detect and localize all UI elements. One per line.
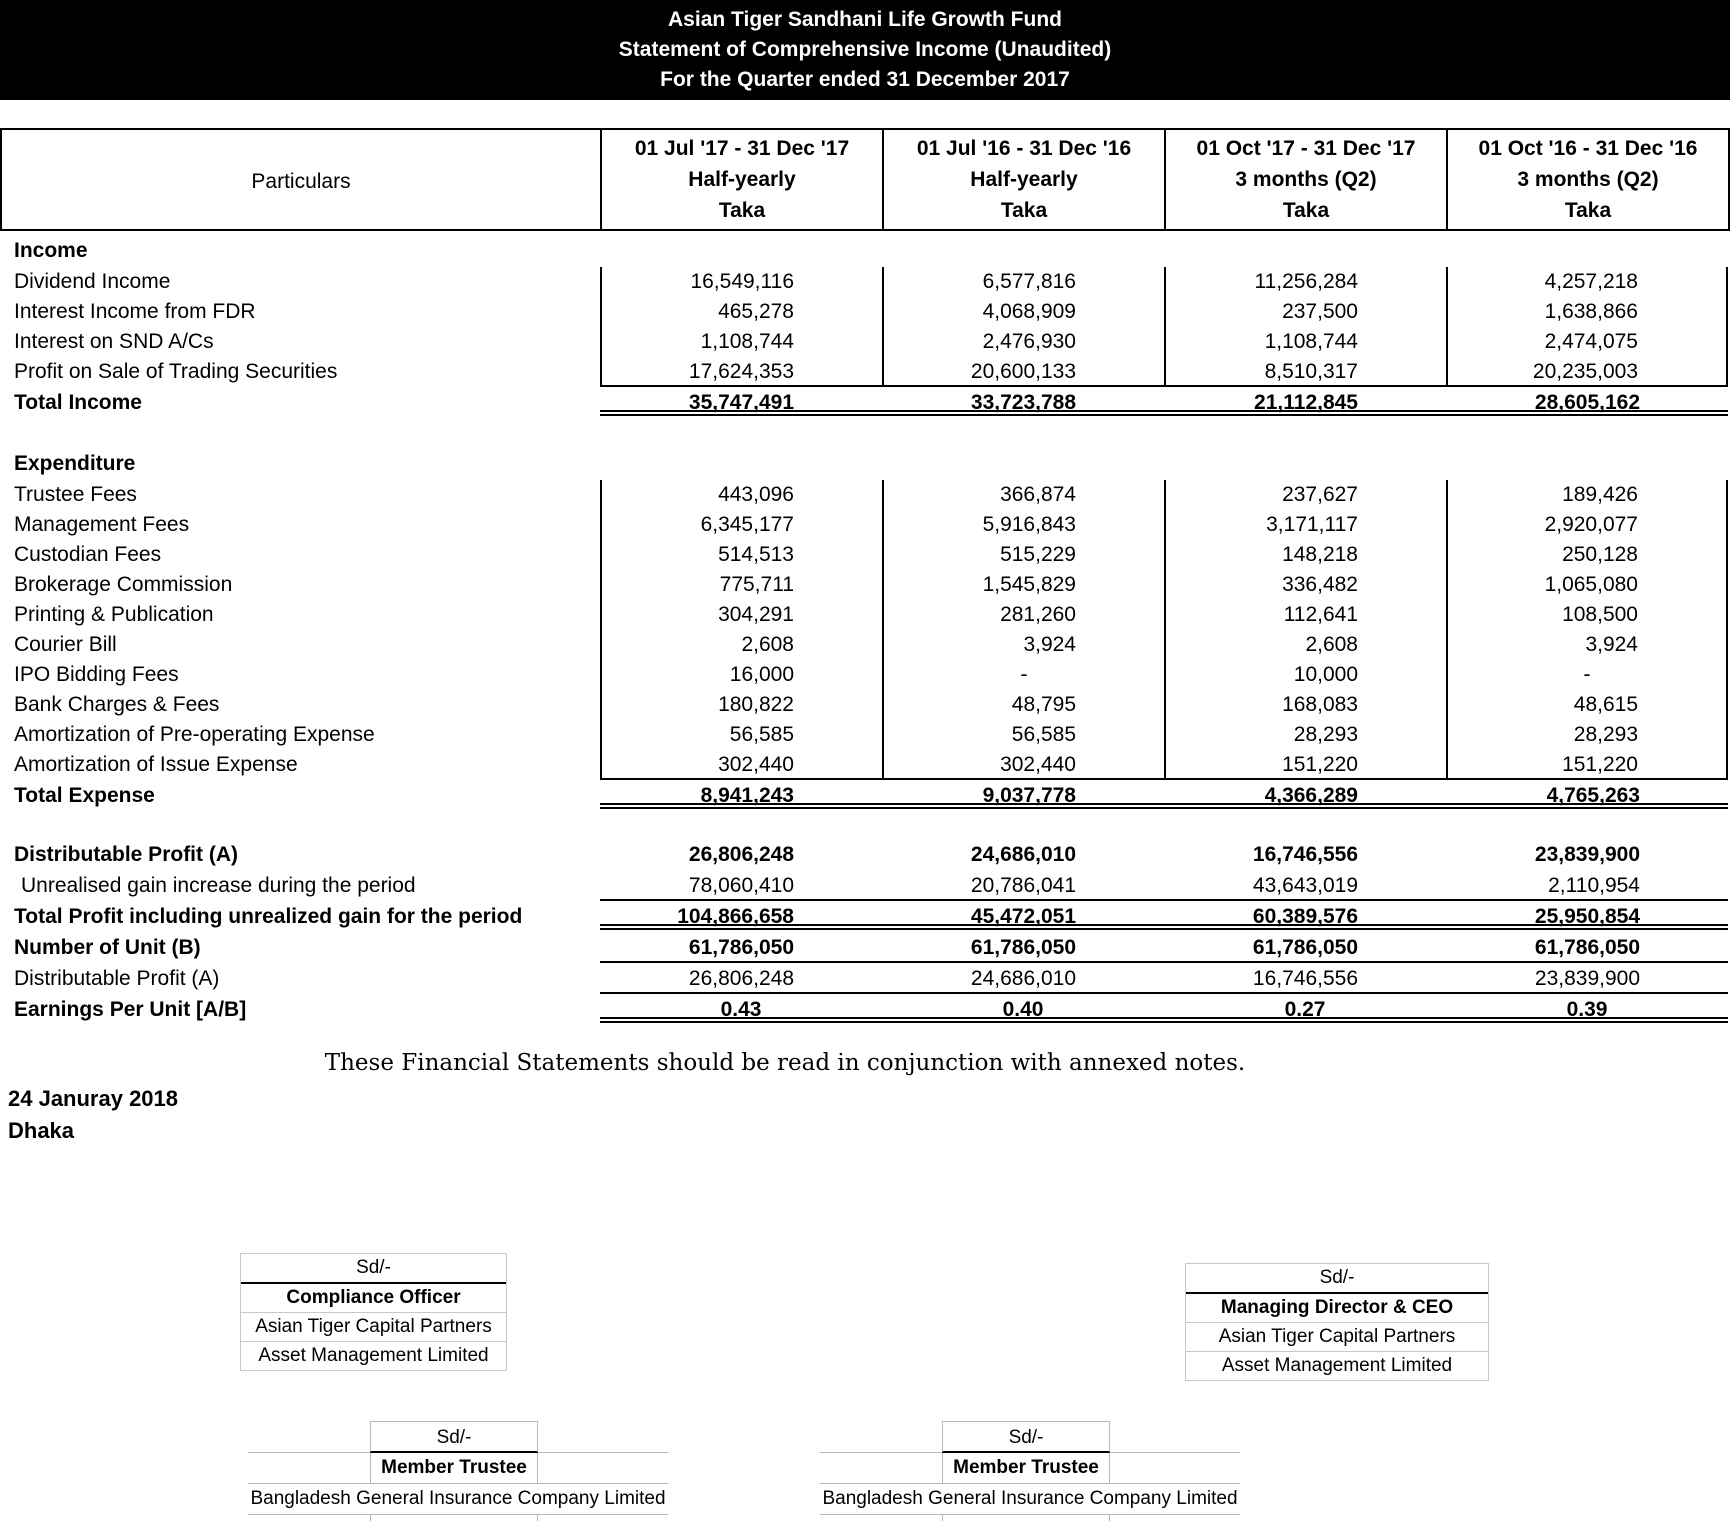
title-row xyxy=(248,1453,668,1484)
period-duration: 3 months (Q2) xyxy=(1235,168,1377,191)
signatory-title: Managing Director & CEO xyxy=(1186,1294,1488,1323)
value-cell: 180,822 xyxy=(600,690,882,720)
row-label: Earnings Per Unit [A/B] xyxy=(14,998,247,1021)
value-cell: 104,866,658 xyxy=(677,905,794,928)
value-cell: 43,643,019 xyxy=(1252,874,1358,897)
value-cell: 281,260 xyxy=(882,600,1164,630)
row-label: Printing & Publication xyxy=(14,603,214,626)
value-cell: 336,482 xyxy=(1164,570,1446,600)
row-values xyxy=(600,600,1728,630)
value-cell: 3,924 xyxy=(1446,630,1728,660)
trustee-block-right xyxy=(820,1421,1240,1521)
value-cell: 60,389,576 xyxy=(1252,905,1358,928)
table-row xyxy=(0,600,1730,630)
table-row xyxy=(0,540,1730,570)
row-values xyxy=(600,870,1728,901)
value-cell: 3,171,117 xyxy=(1164,510,1446,540)
table-row xyxy=(0,690,1730,720)
row-values xyxy=(600,690,1728,720)
row-values xyxy=(600,570,1728,600)
value-cell: 9,037,778 xyxy=(982,784,1076,807)
value-cell: 21,112,845 xyxy=(1254,391,1358,414)
table-row xyxy=(0,480,1730,510)
table-row xyxy=(0,297,1730,327)
grid-cell xyxy=(538,1515,668,1521)
row-label: Unrealised gain increase during the period xyxy=(21,874,416,897)
value-cell: 24,686,010 xyxy=(970,967,1076,990)
income-rows xyxy=(0,267,1730,387)
sd-row xyxy=(248,1421,668,1453)
value-cell: 48,615 xyxy=(1446,690,1728,720)
value-cell: 1,108,744 xyxy=(600,327,882,357)
period-duration: 3 months (Q2) xyxy=(1517,168,1659,191)
value-cell: 8,510,317 xyxy=(1164,357,1446,387)
summary-row xyxy=(0,839,1730,870)
value-cell: 24,686,010 xyxy=(970,843,1076,866)
row-label: Management Fees xyxy=(14,513,190,536)
signatory-org-line2: Asset Management Limited xyxy=(1221,1355,1453,1376)
row-values xyxy=(600,267,1728,297)
row-label: Custodian Fees xyxy=(14,543,162,566)
row-label: Total Income xyxy=(14,391,142,414)
value-cell: 237,500 xyxy=(1164,297,1446,327)
value-cell: 26,806,248 xyxy=(688,967,794,990)
value-cell: 1,638,866 xyxy=(1446,297,1728,327)
row-values xyxy=(600,510,1728,540)
value-cell: 366,874 xyxy=(882,480,1164,510)
table-row xyxy=(0,570,1730,600)
table-header-row xyxy=(0,128,1730,231)
value-cell: 2,474,075 xyxy=(1446,327,1728,357)
grid-cell xyxy=(538,1453,668,1483)
value-cell: 33,723,788 xyxy=(970,391,1076,414)
expenditure-rows xyxy=(0,480,1730,780)
statement-table xyxy=(0,128,1730,1025)
value-cell: 1,065,080 xyxy=(1446,570,1728,600)
row-label: Trustee Fees xyxy=(14,483,137,506)
row-label: Total Profit including unrealized gain for the period xyxy=(14,905,523,928)
table-row xyxy=(0,510,1730,540)
row-label: Total Expense xyxy=(14,784,155,807)
value-cell: 61,786,050 xyxy=(688,936,794,959)
row-values xyxy=(600,780,1728,809)
row-values xyxy=(600,357,1728,387)
total-income-row xyxy=(0,387,1730,418)
value-cell: 23,839,900 xyxy=(1534,967,1640,990)
table-row xyxy=(0,630,1730,660)
value-cell: 3,924 xyxy=(882,630,1164,660)
row-label: Amortization of Issue Expense xyxy=(14,753,298,776)
row-label: Dividend Income xyxy=(14,270,171,293)
table-row xyxy=(0,660,1730,690)
value-cell: 302,440 xyxy=(600,750,882,780)
value-cell: - xyxy=(1446,660,1728,690)
value-cell: 16,746,556 xyxy=(1252,967,1358,990)
value-cell: 28,293 xyxy=(1446,720,1728,750)
value-cell: 45,472,051 xyxy=(970,905,1076,928)
value-cell: 28,605,162 xyxy=(1534,391,1640,414)
value-cell: 0.40 xyxy=(1002,998,1044,1021)
income-section-label: Income xyxy=(14,239,88,262)
value-cell: 465,278 xyxy=(600,297,882,327)
value-cell: 25,950,854 xyxy=(1534,905,1640,928)
value-cell: 20,600,133 xyxy=(882,357,1164,387)
signature-block-md-ceo xyxy=(1185,1263,1489,1381)
grid-cell xyxy=(820,1421,942,1453)
grid-cell xyxy=(538,1421,668,1453)
row-values xyxy=(600,630,1728,660)
row-label: Profit on Sale of Trading Securities xyxy=(14,360,338,383)
signatory-org-line1: Asian Tiger Capital Partners xyxy=(1186,1323,1488,1352)
row-values xyxy=(600,839,1728,870)
grid-cell xyxy=(248,1453,370,1483)
grid-cell xyxy=(248,1515,370,1521)
sd-row xyxy=(820,1421,1240,1453)
row-label: Brokerage Commission xyxy=(14,573,233,596)
value-cell: 515,229 xyxy=(882,540,1164,570)
grid-cell xyxy=(1110,1453,1240,1483)
value-cell: 2,920,077 xyxy=(1446,510,1728,540)
value-cell: 148,218 xyxy=(1164,540,1446,570)
row-label: Interest Income from FDR xyxy=(14,300,256,323)
value-cell: 6,577,816 xyxy=(882,267,1164,297)
value-cell: 112,641 xyxy=(1164,600,1446,630)
grid-cell xyxy=(942,1515,1110,1521)
value-cell: 108,500 xyxy=(1446,600,1728,630)
grid-stub-row xyxy=(248,1515,668,1521)
row-values xyxy=(600,540,1728,570)
period-range: 01 Oct '17 - 31 Dec '17 xyxy=(1196,137,1416,160)
fund-title: Asian Tiger Sandhani Life Growth Fund xyxy=(668,8,1062,31)
period-column-header xyxy=(1446,130,1728,229)
trustee-block-left xyxy=(248,1421,668,1521)
value-cell: 61,786,050 xyxy=(970,936,1076,959)
statement-period: For the Quarter ended 31 December 2017 xyxy=(660,68,1070,91)
value-cell: 514,513 xyxy=(600,540,882,570)
sd-line: Sd/- xyxy=(942,1421,1110,1453)
row-label: Distributable Profit (A) xyxy=(14,967,220,990)
trustee-title: Member Trustee xyxy=(370,1453,538,1483)
value-cell: 2,476,930 xyxy=(882,327,1164,357)
row-values xyxy=(600,901,1728,930)
grid-stub-row xyxy=(820,1515,1240,1521)
signatory-org-line2: Asset Management Limited xyxy=(258,1345,489,1366)
sd-line: Sd/- xyxy=(370,1421,538,1453)
row-label: Distributable Profit (A) xyxy=(14,843,238,866)
period-duration: Half-yearly xyxy=(688,168,796,191)
spacer xyxy=(0,418,1730,444)
summary-row xyxy=(0,994,1730,1025)
period-column-header xyxy=(1164,130,1446,229)
value-cell: 20,235,003 xyxy=(1446,357,1728,387)
value-cell: 35,747,491 xyxy=(688,391,794,414)
value-cell: 168,083 xyxy=(1164,690,1446,720)
summary-row xyxy=(0,963,1730,994)
grid-cell xyxy=(1110,1515,1240,1521)
row-values xyxy=(600,720,1728,750)
signatory-title: Compliance Officer xyxy=(241,1284,506,1313)
currency-unit: Taka xyxy=(1282,199,1330,222)
row-label: Courier Bill xyxy=(14,633,117,656)
value-cell: 56,585 xyxy=(882,720,1164,750)
spacer xyxy=(0,811,1730,839)
grid-cell xyxy=(820,1453,942,1483)
value-cell: 302,440 xyxy=(882,750,1164,780)
value-cell: 189,426 xyxy=(1446,480,1728,510)
signature-block-compliance-officer xyxy=(240,1253,507,1371)
value-cell: 17,624,353 xyxy=(600,357,882,387)
period-range: 01 Oct '16 - 31 Dec '16 xyxy=(1478,137,1698,160)
particulars-header: Particulars xyxy=(251,169,351,193)
title-banner xyxy=(0,0,1730,100)
table-row xyxy=(0,357,1730,387)
annexed-notes-remark: These Financial Statements should be read in conjunction with annexed notes. xyxy=(324,1050,1246,1076)
value-cell: 5,916,843 xyxy=(882,510,1164,540)
title-row xyxy=(820,1453,1240,1484)
row-label: IPO Bidding Fees xyxy=(14,663,179,686)
statement-title: Statement of Comprehensive Income (Unaudited) xyxy=(618,38,1112,61)
table-row xyxy=(0,720,1730,750)
table-row xyxy=(0,327,1730,357)
value-cell: 775,711 xyxy=(600,570,882,600)
row-label: Interest on SND A/Cs xyxy=(14,330,214,353)
value-cell: 23,839,900 xyxy=(1534,843,1640,866)
value-cell: 4,068,909 xyxy=(882,297,1164,327)
value-cell: 1,545,829 xyxy=(882,570,1164,600)
value-cell: 2,608 xyxy=(600,630,882,660)
row-values xyxy=(600,750,1728,780)
value-cell: 61,786,050 xyxy=(1252,936,1358,959)
grid-cell xyxy=(248,1421,370,1453)
row-label: Amortization of Pre-operating Expense xyxy=(14,723,375,746)
value-cell: 2,110,954 xyxy=(1548,874,1640,897)
value-cell: 4,765,263 xyxy=(1546,784,1640,807)
value-cell: - xyxy=(882,660,1164,690)
row-values xyxy=(600,932,1728,963)
value-cell: 4,257,218 xyxy=(1446,267,1728,297)
row-label: Number of Unit (B) xyxy=(14,936,201,959)
value-cell: 304,291 xyxy=(600,600,882,630)
row-values xyxy=(600,387,1728,416)
sd-line: Sd/- xyxy=(241,1254,506,1284)
summary-row xyxy=(0,870,1730,901)
value-cell: 78,060,410 xyxy=(688,874,794,897)
expenditure-section-label: Expenditure xyxy=(14,452,136,475)
value-cell: 10,000 xyxy=(1164,660,1446,690)
summary-row xyxy=(0,901,1730,932)
table-row xyxy=(0,267,1730,297)
table-row xyxy=(0,750,1730,780)
row-values xyxy=(600,660,1728,690)
value-cell: 250,128 xyxy=(1446,540,1728,570)
trustee-org: Bangladesh General Insurance Company Limited xyxy=(248,1484,668,1515)
grid-cell xyxy=(370,1515,538,1521)
value-cell: 6,345,177 xyxy=(600,510,882,540)
value-cell: 237,627 xyxy=(1164,480,1446,510)
value-cell: 0.39 xyxy=(1566,998,1608,1021)
row-values xyxy=(600,480,1728,510)
period-column-header xyxy=(600,130,882,229)
sd-line: Sd/- xyxy=(1186,1264,1488,1294)
signatory-org-line1: Asian Tiger Capital Partners xyxy=(241,1313,506,1342)
value-cell: 48,795 xyxy=(882,690,1164,720)
row-values xyxy=(600,327,1728,357)
value-cell: 443,096 xyxy=(600,480,882,510)
grid-cell xyxy=(820,1515,942,1521)
value-cell: 0.27 xyxy=(1284,998,1326,1021)
value-cell: 26,806,248 xyxy=(688,843,794,866)
value-cell: 16,000 xyxy=(600,660,882,690)
currency-unit: Taka xyxy=(1000,199,1048,222)
value-cell: 8,941,243 xyxy=(700,784,794,807)
trustee-org: Bangladesh General Insurance Company Limited xyxy=(820,1484,1240,1515)
value-cell: 2,608 xyxy=(1164,630,1446,660)
value-cell: 61,786,050 xyxy=(1534,936,1640,959)
row-values xyxy=(600,963,1728,994)
value-cell: 28,293 xyxy=(1164,720,1446,750)
value-cell: 151,220 xyxy=(1164,750,1446,780)
summary-row xyxy=(0,932,1730,963)
total-expense-row xyxy=(0,780,1730,811)
row-label: Bank Charges & Fees xyxy=(14,693,220,716)
grid-cell xyxy=(1110,1421,1240,1453)
period-duration: Half-yearly xyxy=(970,168,1078,191)
value-cell: 0.43 xyxy=(720,998,762,1021)
value-cell: 4,366,289 xyxy=(1264,784,1358,807)
period-range: 01 Jul '16 - 31 Dec '16 xyxy=(916,137,1132,160)
currency-unit: Taka xyxy=(718,199,766,222)
period-range: 01 Jul '17 - 31 Dec '17 xyxy=(634,137,850,160)
trustee-title: Member Trustee xyxy=(942,1453,1110,1483)
statement-date: 24 Januray 2018 xyxy=(8,1086,179,1111)
summary-rows xyxy=(0,839,1730,1025)
value-cell: 16,549,116 xyxy=(600,267,882,297)
period-columns xyxy=(600,130,1728,229)
value-cell: 11,256,284 xyxy=(1164,267,1446,297)
value-cell: 56,585 xyxy=(600,720,882,750)
statement-city: Dhaka xyxy=(8,1118,75,1143)
value-cell: 151,220 xyxy=(1446,750,1728,780)
row-values xyxy=(600,297,1728,327)
value-cell: 1,108,744 xyxy=(1164,327,1446,357)
row-values xyxy=(600,994,1728,1023)
currency-unit: Taka xyxy=(1564,199,1612,222)
value-cell: 20,786,041 xyxy=(970,874,1076,897)
value-cell: 16,746,556 xyxy=(1252,843,1358,866)
period-column-header xyxy=(882,130,1164,229)
